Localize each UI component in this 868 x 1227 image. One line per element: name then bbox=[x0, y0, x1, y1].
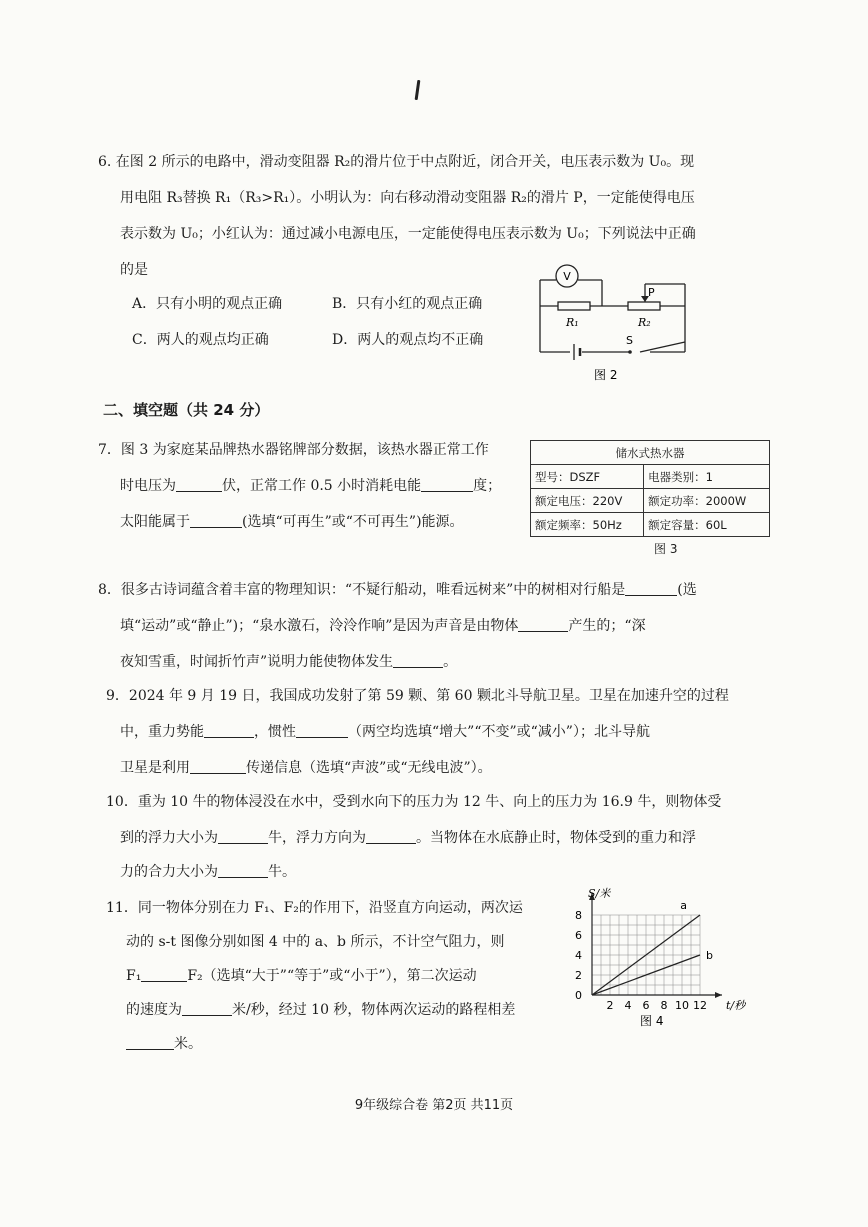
q9-blank-1[interactable] bbox=[204, 723, 254, 738]
series-label-a: a bbox=[680, 899, 687, 912]
q7-line-2 bbox=[120, 476, 501, 496]
q11-line-4b: 米/秒，经过 10 秒，物体两次运动的路程相差 bbox=[232, 1002, 516, 1018]
q6-option-b: B．只有小红的观点正确 bbox=[332, 296, 483, 312]
table-row bbox=[531, 513, 770, 537]
q9-line-2 bbox=[120, 722, 650, 742]
r1-label: R₁ bbox=[566, 316, 579, 329]
slider-label: P bbox=[648, 286, 655, 299]
q7-blank-3[interactable] bbox=[190, 513, 242, 528]
x-tick-label: 8 bbox=[660, 999, 668, 1012]
q7-line-2b: 伏，正常工作 0.5 小时消耗电能 bbox=[222, 478, 422, 494]
y-axis-label: S/米 bbox=[588, 887, 611, 900]
q11-line-3 bbox=[126, 966, 477, 986]
q6-option-d: D．两人的观点均不正确 bbox=[332, 332, 484, 348]
q8-blank-1[interactable] bbox=[625, 581, 677, 596]
switch-pivot bbox=[628, 350, 632, 354]
q9-blank-2[interactable] bbox=[296, 723, 348, 738]
q11-blank-2[interactable] bbox=[182, 1001, 232, 1016]
q7-line-2a: 时电压为 bbox=[120, 478, 176, 494]
q6-line-3: 表示数为 U₀；小红认为：通过减小电源电压，一定能使得电压表示数为 U₀；下列说法中正确 bbox=[120, 226, 696, 242]
table-cell: 型号：DSZF bbox=[531, 465, 644, 489]
q11-line-3b: F₂（选填“大于”“等于”或“小于”），第二次运动 bbox=[187, 968, 477, 984]
q7-line-3a: 太阳能属于 bbox=[120, 514, 190, 530]
q11-line-1: 11．同一物体分别在力 F₁、F₂的作用下，沿竖直方向运动，两次运 bbox=[106, 900, 523, 916]
q10-line-2 bbox=[120, 828, 696, 848]
fig4-caption: 图 4 bbox=[640, 1014, 664, 1028]
x-tick-label: 2 bbox=[606, 999, 614, 1012]
r2-label: R₂ bbox=[638, 316, 651, 329]
nameplate-title: 储水式热水器 bbox=[531, 441, 770, 465]
x-tick-label: 4 bbox=[624, 999, 632, 1012]
q9-line-1: 9．2024 年 9 月 19 日，我国成功发射了第 59 颗、第 60 颗北斗导航卫星。卫星在加速升空的过程 bbox=[106, 688, 729, 704]
q8-line-1 bbox=[98, 580, 697, 600]
x-axis-arrow bbox=[715, 992, 722, 998]
y-tick-label: 4 bbox=[575, 949, 582, 962]
q7-line-2c: 度； bbox=[473, 478, 502, 494]
section-title: 二、填空题（共 24 分） bbox=[103, 401, 270, 419]
q7-line-1: 7．图 3 为家庭某品牌热水器铭牌部分数据，该热水器正常工作 bbox=[98, 442, 489, 458]
q10-line-2b: 牛，浮力方向为 bbox=[268, 830, 366, 846]
q6-option-c: C．两人的观点均正确 bbox=[132, 332, 269, 348]
table-cell: 额定频率：50Hz bbox=[531, 513, 644, 537]
x-tick-label: 12 bbox=[693, 999, 707, 1012]
q6-line-4: 的是 bbox=[120, 262, 148, 278]
fig2-caption: 图 2 bbox=[594, 368, 618, 382]
q10-blank-1[interactable] bbox=[218, 829, 268, 844]
q6-line-2: 用电阻 R₃替换 R₁（R₃>R₁）。小明认为：向右移动滑动变阻器 R₂的滑片 P，一定能使得电压 bbox=[120, 190, 695, 206]
table-cell: 额定功率：2000W bbox=[644, 489, 770, 513]
q10-line-3b: 牛。 bbox=[268, 864, 296, 880]
q7-line-3 bbox=[120, 512, 464, 532]
q11-line-4a: 的速度为 bbox=[126, 1002, 182, 1018]
q8-line-1a: 8．很多古诗词蕴含着丰富的物理知识：“不疑行船动，唯看远树来”中的树相对行船是 bbox=[98, 582, 626, 598]
q8-blank-3[interactable] bbox=[393, 653, 443, 668]
fig3-caption: 图 3 bbox=[654, 542, 678, 556]
q10-blank-2[interactable] bbox=[366, 829, 416, 844]
y-tick-label: 8 bbox=[575, 909, 582, 922]
y-tick-label: 6 bbox=[575, 929, 582, 942]
q9-line-3a: 卫星是利用 bbox=[120, 760, 190, 776]
q11-line-3a: F₁ bbox=[126, 968, 142, 984]
voltmeter-label: V bbox=[563, 270, 571, 283]
series-label-b: b bbox=[706, 949, 713, 962]
q8-line-2a: 填“运动”或“静止”)；“泉水激石，泠泠作响”是因为声音是由物体 bbox=[120, 618, 519, 634]
q9-line-2b: ，惯性 bbox=[254, 724, 296, 740]
q9-line-3 bbox=[120, 758, 492, 778]
table-cell: 额定容量：60L bbox=[644, 513, 770, 537]
q9-line-2c: （两空均选填“增大”“不变”或“减小”）；北斗导航 bbox=[348, 724, 650, 740]
q10-line-2a: 到的浮力大小为 bbox=[120, 830, 218, 846]
q9-line-2a: 中，重力势能 bbox=[120, 724, 204, 740]
q6-option-a: A．只有小明的观点正确 bbox=[132, 296, 283, 312]
q7-blank-2[interactable] bbox=[421, 477, 473, 492]
q8-blank-2[interactable] bbox=[518, 617, 568, 632]
table-cell: 额定电压：220V bbox=[531, 489, 644, 513]
table-cell: 电器类别：1 bbox=[644, 465, 770, 489]
q8-line-2 bbox=[120, 616, 646, 636]
table-row bbox=[531, 465, 770, 489]
q11-line-5: 米。 bbox=[174, 1036, 202, 1052]
q6-line-1: 6. 在图 2 所示的电路中，滑动变阻器 R₂的滑片位于中点附近，闭合开关，电压表示数为 U₀。现 bbox=[98, 154, 695, 170]
page-footer: 9年级综合卷 第2页 共11页 bbox=[354, 1098, 514, 1113]
x-axis-label: t/秒 bbox=[726, 999, 746, 1012]
y-tick-label: 2 bbox=[575, 969, 582, 982]
q9-line-3b: 传递信息（选填“声波”或“无线电波”）。 bbox=[246, 760, 492, 776]
scan-mark bbox=[415, 80, 421, 100]
q11-blank-3[interactable] bbox=[126, 1035, 174, 1050]
q11-line-4 bbox=[126, 1000, 515, 1020]
switch-label: S bbox=[626, 334, 633, 347]
q8-line-3a: 夜知雪重，时闻折竹声”说明力能使物体发生 bbox=[120, 654, 394, 670]
q8-line-3b: 。 bbox=[443, 654, 458, 670]
q10-line-2c: 。当物体在水底静止时，物体受到的重力和浮 bbox=[416, 830, 696, 846]
x-tick-label: 6 bbox=[642, 999, 650, 1012]
q8-line-1b: (选 bbox=[677, 582, 697, 598]
q9-blank-3[interactable] bbox=[190, 759, 246, 774]
q7-blank-1[interactable] bbox=[176, 477, 222, 492]
q7-line-3b: (选填“可再生”或“不可再生”)能源。 bbox=[242, 514, 464, 530]
q10-blank-3[interactable] bbox=[218, 863, 268, 878]
q8-line-3 bbox=[120, 652, 457, 672]
q11-line-2: 动的 s-t 图像分别如图 4 中的 a、b 所示，不计空气阻力，则 bbox=[126, 934, 505, 950]
q8-line-2b: 产生的；“深 bbox=[568, 618, 646, 634]
circuit-diagram bbox=[530, 258, 700, 388]
q11-blank-1[interactable] bbox=[141, 967, 187, 982]
q10-line-3 bbox=[120, 862, 296, 882]
table-row bbox=[531, 489, 770, 513]
origin-label: 0 bbox=[575, 989, 582, 1002]
q10-line-3a: 力的合力大小为 bbox=[120, 864, 218, 880]
x-tick-label: 10 bbox=[675, 999, 689, 1012]
st-graph bbox=[560, 870, 790, 1030]
q11-line-5 bbox=[126, 1034, 202, 1054]
q10-line-1: 10．重为 10 牛的物体浸没在水中，受到水向下的压力为 12 牛、向上的压力为 16.9 牛，则物体受 bbox=[106, 794, 722, 810]
nameplate-table bbox=[530, 440, 770, 537]
